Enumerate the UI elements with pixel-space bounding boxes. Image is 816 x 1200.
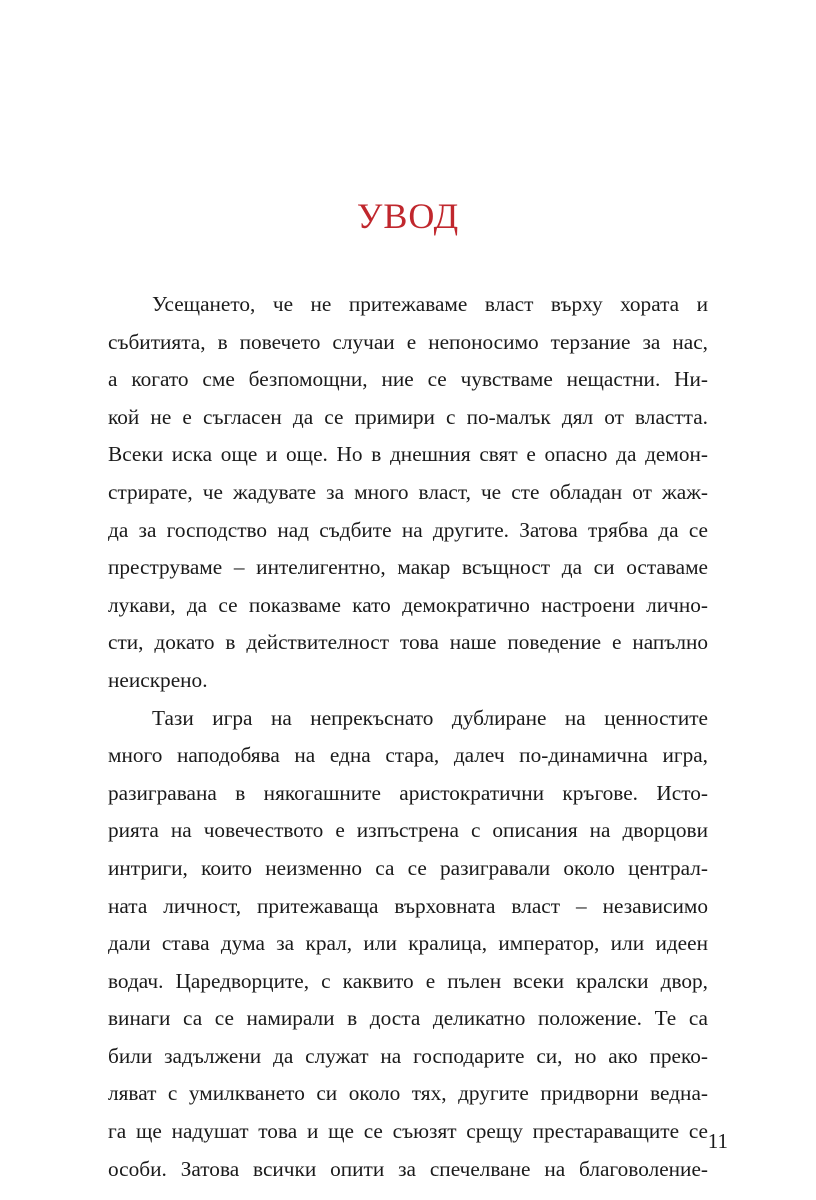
text-line: ляват с умилкването си около тях, другите придворни ведна- — [108, 1081, 708, 1106]
text-line: винаги са се намирали в доста деликатно положение. Те са — [108, 1006, 708, 1031]
text-line: преструваме – интелигентно, макар всъщност да си оставаме — [108, 555, 708, 580]
text-line: Всеки иска още и още. Но в днешния свят е опасно да демон- — [108, 442, 708, 467]
text-line: особи. Затова всички опити за спечелване на благоволение- — [108, 1156, 708, 1181]
text-line: га ще надушат това и ще се съюзят срещу престараващите се — [108, 1119, 708, 1144]
text-line: лукави, да се показваме като демократично настроени лично- — [108, 592, 708, 617]
text-line: а когато сме безпомощни, ние се чувстваме нещастни. Ни- — [108, 367, 708, 392]
text-line: да за господство над съдбите на другите. Затова трябва да се — [108, 517, 708, 542]
text-line: събитията, в повечето случаи е непоносимо терзание за нас, — [108, 329, 708, 354]
text-line: стрирате, че жадувате за много власт, че сте обладан от жаж- — [108, 479, 708, 504]
text-line: кой не е съгласен да се примири с по-малък дял от властта. — [108, 404, 708, 429]
text-line: рията на човечеството е изпъстрена с описания на дворцови — [108, 818, 708, 843]
text-line: дали става дума за крал, или кралица, император, или идеен — [108, 931, 708, 956]
text-line: неискрено. — [108, 667, 208, 692]
text-line: водач. Царедворците, с каквито е пълен всеки кралски двор, — [108, 968, 708, 993]
text-line: интриги, които неизменно са се разигравали около централ- — [108, 855, 708, 880]
page-number: 11 — [707, 1129, 728, 1153]
text-line: сти, докато в действителност това наше поведение е напълно — [108, 630, 708, 655]
text-line: ната личност, притежаваща върховната власт – независимо — [108, 893, 708, 918]
text-line: били задължени да служат на господарите си, но ако преко- — [108, 1043, 708, 1068]
body-text — [108, 286, 708, 1188]
text-line: Тази игра на непрекъснато дублиране на ценностите — [152, 705, 708, 730]
chapter-title: УВОД — [356, 196, 460, 236]
text-line: Усещането, че не притежаваме власт върху хората и — [152, 292, 708, 316]
text-line: разигравана в някогашните аристократични кръгове. Исто- — [108, 780, 708, 805]
text-line: много наподобява на една стара, далеч по-динамична игра, — [108, 743, 708, 768]
